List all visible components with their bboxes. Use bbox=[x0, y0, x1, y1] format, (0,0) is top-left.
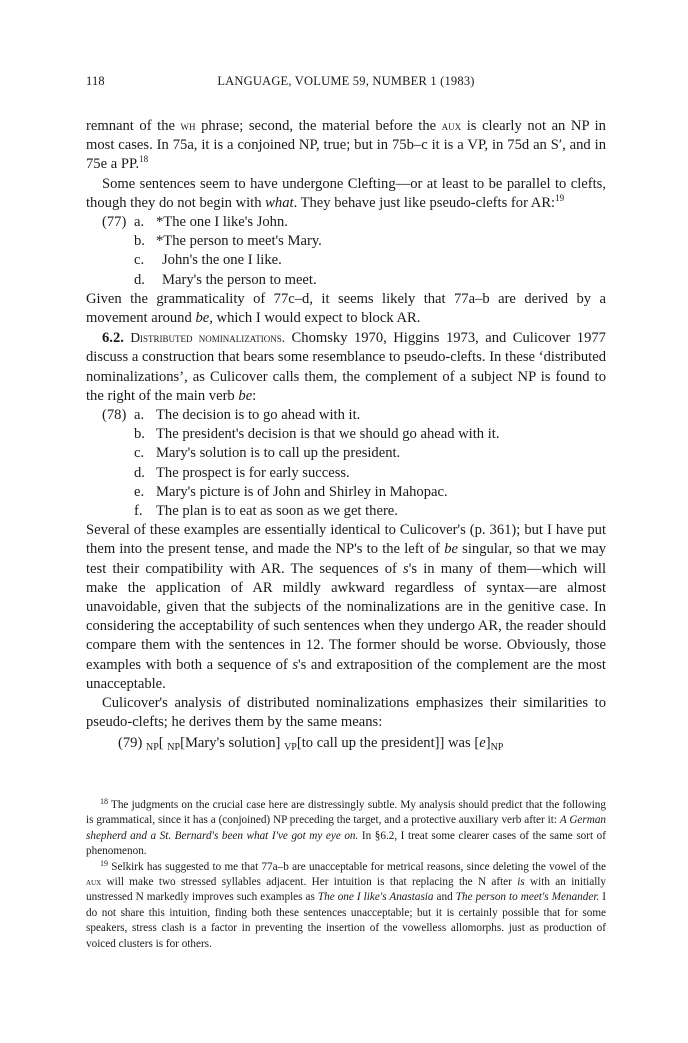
text-span: In §6.2, I treat some clearer cases of the same sort of phenomenon. bbox=[86, 829, 606, 858]
example-text: Mary's solution is to call up the president. bbox=[156, 445, 401, 462]
example-text: The decision is to go ahead with it. bbox=[156, 407, 361, 424]
example-letter: e. bbox=[134, 483, 145, 500]
example-text: *The person to meet's Mary. bbox=[156, 233, 322, 250]
example-number-pad bbox=[86, 444, 134, 463]
label-np: NP bbox=[145, 741, 159, 753]
label-vp: VP bbox=[284, 741, 297, 753]
text-span: [ bbox=[158, 734, 168, 751]
example-number: (77) bbox=[102, 214, 127, 231]
example-letter: b. bbox=[134, 233, 145, 250]
example-text: The plan is to eat as soon as we get there. bbox=[156, 503, 398, 520]
example-77b bbox=[86, 232, 606, 251]
example-78a bbox=[86, 406, 606, 425]
example-number-pad bbox=[86, 271, 134, 290]
text-span: 's in many of them—which will make the application of AR mildly awkward regardless of syntax—are almost unavoidable, given that the subjects of the nominalizations are in the genitive case. In considering the acceptability of such sentences when they undergo AR, the reader should compare them with the sentences in 12. The former should be worse. Obviously, those examples with both a sequence of bbox=[86, 560, 606, 673]
example-number-pad bbox=[86, 232, 134, 251]
text-span: is clearly not an NP in most cases. In 75a, it is a conjoined NP, true; but in 75b–c it is a VP, in 75d an S′, and in 75e a PP. bbox=[86, 118, 606, 173]
text-span: s bbox=[292, 656, 298, 673]
footnote-ref-18[interactable]: 18 bbox=[139, 154, 149, 165]
text-span: A German shepherd and a St. Bernard's been what I've got my eye on. bbox=[86, 814, 607, 842]
example-number-pad bbox=[86, 502, 134, 521]
footnote-number: 18 bbox=[100, 797, 108, 806]
example-78d bbox=[86, 464, 606, 483]
text-span: be bbox=[238, 387, 253, 404]
example-78 bbox=[86, 406, 606, 521]
text-span: is bbox=[517, 876, 525, 889]
paragraph-5: Culicover's analysis of distributed nominalizations emphasizes their similarities to pseudo-clefts; he derives them by the same means: bbox=[86, 695, 606, 731]
paragraph-4 bbox=[86, 521, 606, 694]
text-span: s bbox=[403, 560, 409, 577]
text-span: aux bbox=[86, 877, 102, 889]
text-span: wh bbox=[180, 118, 196, 133]
text-span: [Mary's solution] bbox=[180, 734, 285, 751]
text-span: be bbox=[444, 541, 458, 558]
text-span: Given the grammaticality of 77c–d, it seems likely that 77a–b are derived by a movement around bbox=[86, 290, 606, 327]
text-span: Selkirk has suggested to me that 77a–b are unacceptable for metrical reasons, since deleting the vowel of the bbox=[108, 860, 606, 873]
text-span: Chomsky 1970, Higgins 1973, and Culicover 1977 discuss a construction that bears some resemblance to pseudo-clefts. In these ‘distributed nominalizations’, as Culicover calls them, the complement of a subject NP is found to the right of the main verb bbox=[86, 330, 606, 404]
paragraph-1 bbox=[86, 116, 606, 175]
example-77 bbox=[86, 213, 606, 290]
example-78c bbox=[86, 444, 606, 463]
footnote-ref-19[interactable]: 19 bbox=[555, 192, 565, 203]
section-title: Distributed nominalizations. bbox=[130, 330, 286, 346]
footnote-18 bbox=[86, 798, 606, 860]
example-text: *The one I like's John. bbox=[156, 214, 288, 231]
text-span: which I would expect to block AR. bbox=[212, 310, 421, 327]
example-78b bbox=[86, 425, 606, 444]
section-6-2 bbox=[86, 328, 606, 406]
text-span: The judgments on the crucial case here are distressingly subtle. My analysis should predict that the following is grammatical, since it has a (conjoined) NP preceding the target, and a protective auxiliary verb after it: bbox=[86, 799, 606, 827]
running-title: LANGUAGE, VOLUME 59, NUMBER 1 (1983) bbox=[217, 74, 475, 88]
footnote-19 bbox=[86, 860, 606, 952]
section-number: 6.2. bbox=[102, 330, 124, 347]
example-78e bbox=[86, 483, 606, 502]
example-letter: c. bbox=[134, 252, 145, 269]
text-span: singular, so that we may test their compatibility with AR. The sequences of bbox=[86, 541, 607, 577]
example-number-pad bbox=[86, 425, 134, 444]
text-span: aux bbox=[441, 118, 462, 133]
example-79 bbox=[86, 734, 606, 753]
example-number-pad bbox=[86, 251, 134, 270]
example-letter: b. bbox=[134, 426, 145, 443]
example-77c bbox=[86, 251, 606, 270]
text-span: The person to meet's Menander. bbox=[455, 891, 600, 904]
text-span: with an initially unstressed N markedly improves such examples as bbox=[86, 876, 606, 904]
text-span: 's and extraposition of the complement are the most unacceptable. bbox=[86, 656, 606, 692]
text-span: ] bbox=[485, 734, 491, 751]
paragraph-3 bbox=[86, 290, 606, 328]
text-span: Several of these examples are essentially identical to Culicover's (p. 361); but I have put them into the present tense, and made the NP's to the left of bbox=[86, 522, 606, 558]
text-span: [to call up the president]] was [ bbox=[296, 734, 480, 751]
text-span: : bbox=[252, 387, 257, 404]
main-text bbox=[86, 116, 606, 753]
example-letter: a. bbox=[134, 407, 145, 424]
text-span: phrase; second, the material before the bbox=[195, 118, 442, 134]
example-letter: d. bbox=[134, 271, 145, 288]
example-number-pad bbox=[86, 464, 134, 483]
example-text: The president's decision is that we should go ahead with it. bbox=[156, 426, 500, 443]
footnote-number: 19 bbox=[100, 858, 108, 868]
text-span: and bbox=[433, 891, 456, 904]
text-span: will make two stressed syllables adjacent. Her intuition is that replacing the N after bbox=[101, 876, 518, 889]
text-span: be, bbox=[195, 310, 213, 327]
text-span: remnant of the bbox=[86, 118, 181, 134]
example-letter: a. bbox=[134, 214, 145, 231]
example-text: Mary's the person to meet. bbox=[162, 271, 317, 288]
page-number: 118 bbox=[86, 74, 105, 88]
text-span: e bbox=[479, 734, 486, 751]
text-span: what bbox=[265, 194, 294, 211]
example-letter: f. bbox=[134, 503, 143, 520]
running-header bbox=[86, 74, 606, 90]
text-span: I do not share this intuition, finding both these sentences unacceptable; but it is certainly possible that for some speakers, stress clash is a factor in preventing the insertion of the vowelless allomorphs. just as production of voiced clusters is for others. bbox=[86, 891, 606, 950]
example-letter: d. bbox=[134, 464, 145, 481]
example-77a bbox=[86, 213, 606, 232]
label-np: NP bbox=[490, 741, 504, 753]
paragraph-2 bbox=[86, 175, 606, 213]
label-np: NP bbox=[167, 741, 181, 753]
example-number: (78) bbox=[102, 407, 127, 424]
example-77d bbox=[86, 271, 606, 290]
example-text: Mary's picture is of John and Shirley in Mahopac. bbox=[156, 483, 448, 500]
example-text: The prospect is for early success. bbox=[156, 464, 350, 481]
text-span: Some sentences seem to have undergone Clefting—or at least to be parallel to clefts, though they do not begin with bbox=[86, 175, 606, 211]
example-letter: c. bbox=[134, 445, 145, 462]
example-78f bbox=[86, 502, 606, 521]
text-span: . They behave just like pseudo-clefts for AR: bbox=[293, 194, 556, 211]
footnotes bbox=[86, 798, 606, 952]
example-text: John's the one I like. bbox=[162, 252, 282, 269]
text-span: The one I like's Anastasia bbox=[317, 891, 434, 904]
example-number: (79) bbox=[118, 734, 143, 751]
example-number-pad bbox=[86, 483, 134, 502]
